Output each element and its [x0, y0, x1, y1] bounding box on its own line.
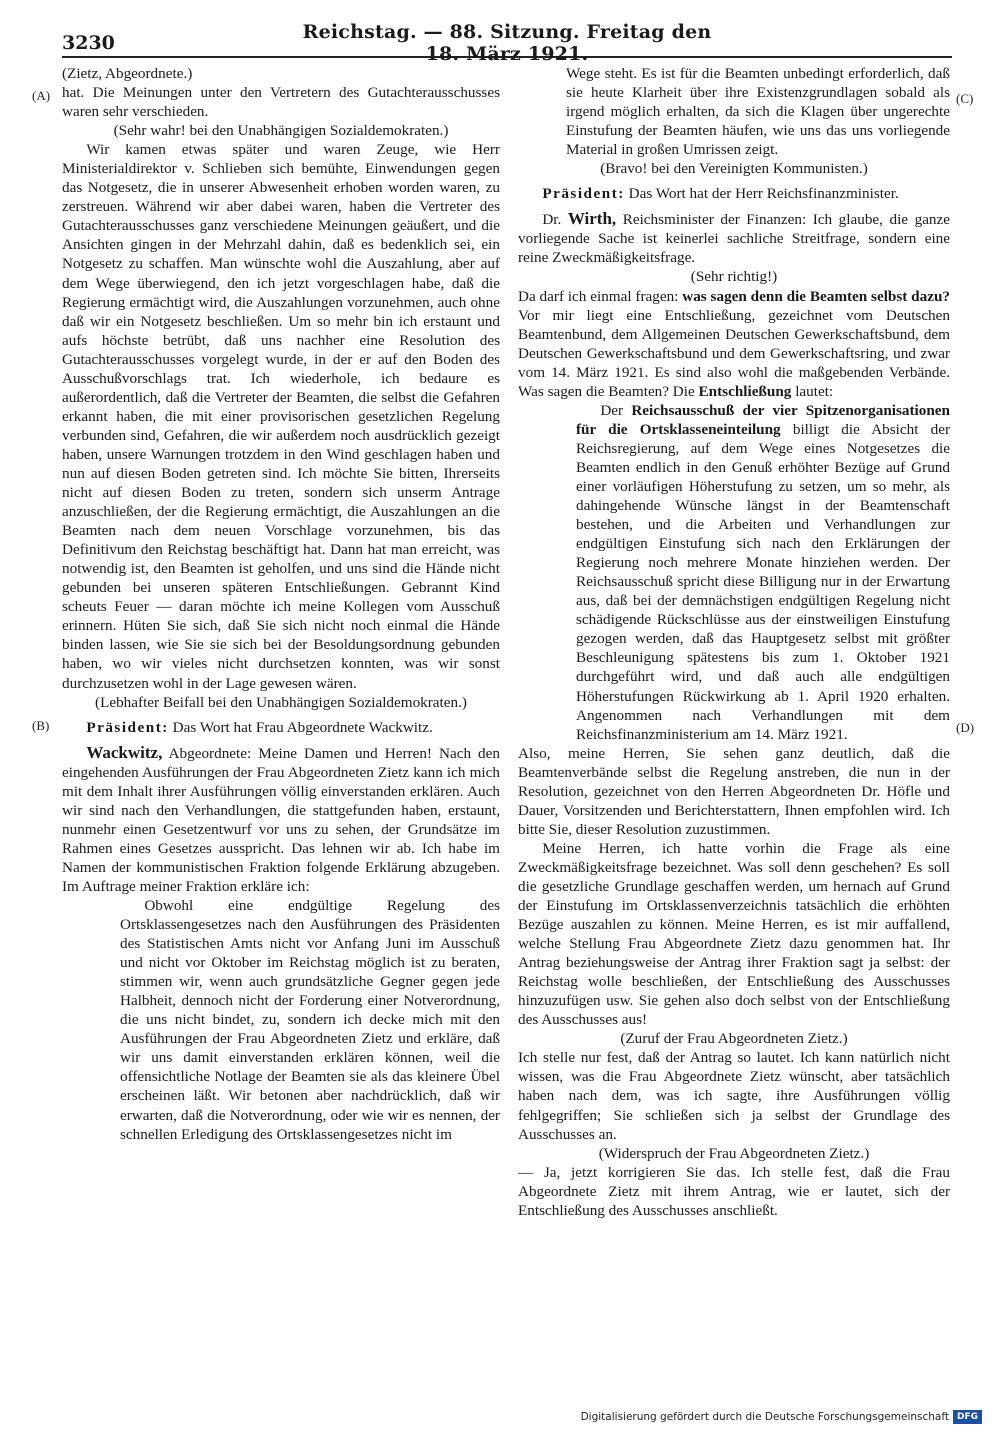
- speaker-paragraph: Präsident: Das Wort hat Frau Abgeordnete Wackwitz.: [86, 718, 433, 736]
- paragraph: hat. Die Meinungen unter den Vertretern des Gutachterausschusses waren sehr verschieden.: [62, 84, 500, 121]
- paragraph: Also, meine Herren, Sie sehen ganz deutlich, daß die Beamtenverbände selbst die Regelung anstreben, die nun in der Resolution, gezeichnet von den Herren Abgeordneten Dr. Höfle und Dauer, Vorsitzenden und Berichterstattern, Ihnen empfohlen wird. Ich bitte Sie, dieser Resolution zuzustimmen.: [518, 744, 950, 838]
- page-header: [62, 21, 952, 65]
- quoted-declaration: Obwohl eine endgültige Regelung des Ortsklassengesetzes nach den Ausführungen des Präsidenten des Statistischen Amts nicht vor Anfang Juni im Ausschuß und nicht vor Oktober im Reichstag möglich ist zu beraten, stimmen wir, wenn auch grundsätzliche Gegner gegen jede Halbheit, dennoch nicht der Forderung einer Notverordnung, die uns nicht bindet, zu, sondern ich decke mich mit den Ausführungen der Frau Abgeordneten Zietz und erkläre, daß wir uns damit einverstanden erklären können, weil die offensichtliche Notlage der Beamten sie als das kleinere Übel erscheinen läßt. Wir betonen aber nachdrücklich, daß wir erwarten, daß die Notverordnung, oder wie wir es nennen, der schnellen Erledigung des Ortsklassengesetzes nicht im: [120, 897, 500, 1143]
- interjection: (Sehr wahr! bei den Unabhängigen Sozialdemokraten.): [113, 122, 449, 140]
- speaker-name: Präsident:: [542, 185, 625, 203]
- speaker-name: Wirth,: [567, 209, 617, 229]
- footer-text: Digitalisierung gefördert durch die Deutsche Forschungsgemeinschaft: [580, 1411, 949, 1423]
- interjection: (Bravo! bei den Vereinigten Kommunisten.): [600, 160, 868, 178]
- margin-mark-a: (A): [32, 88, 51, 103]
- margin-mark-d: (D): [956, 720, 975, 735]
- interjection: (Zuruf der Frau Abgeordneten Zietz.): [620, 1030, 848, 1048]
- footer: [581, 1407, 982, 1427]
- paragraph: Meine Herren, ich hatte vorhin die Frage als eine Zweckmäßigkeitsfrage bezeichnet. Was soll denn geschehen? Es soll die gesetzliche Grundlage geschaffen werden, um hernach auf Grund der Einstufung im Ortsklassenverzeichnis tatsächlich die erhöhten Bezüge auszahlen zu können. Meine Herren, es ist mir auffallend, welche Stellung Frau Abgeordnete Zietz dazu genommen hat. Ihr Antrag beziehungsweise der Antrag ihrer Fraktion sagt ja selbst: der Reichstag wolle beschließen, der Entschließung des Ausschusses hinzuzufügen usw. Sie gehen also doch selbst von der Entschließung des Ausschusses aus!: [518, 839, 950, 1029]
- paragraph: — Ja, jetzt korrigieren Sie das. Ich stelle fest, daß die Frau Abgeordnete Zietz mit ihrem Antrag, wie er lautet, sich der Entschließung des Ausschusses anschließt.: [518, 1163, 950, 1219]
- speaker-paragraph: Wackwitz, Abgeordnete: Meine Damen und Herren! Nach den eingehenden Ausführungen der Frau Abgeordneten Zietz kann ich mich mit dem Inhalt ihrer Ausführungen völlig einverstanden erklären. Auch wir sind nach den Verhandlungen, die stattgefunden haben, erstaunt, nunmehr einen Gesetzentwurf vor uns zu sehen, der Grundsätze im Rahmen eines Gesetzes ausspricht. Das lehnen wir ab. Ich habe im Namen der kommunistischen Fraktion folgende Erklärung abzugeben. Im Auftrage meiner Fraktion erkläre ich:: [62, 742, 500, 895]
- interjection: (Lebhafter Beifall bei den Unabhängigen Sozialdemokraten.): [95, 693, 467, 711]
- speaker-name: Präsident:: [86, 718, 169, 736]
- speaker-name: Wackwitz,: [86, 742, 163, 762]
- margin-mark-b: (B): [32, 718, 50, 733]
- paragraph: Wir kamen etwas später und waren Zeuge, wie Herr Ministerialdirektor v. Schlieben sich bemühte, Einwendungen gegen das Notgesetz, die in unserer Abwesenheit erhoben worden waren, zu zerstreuen. Während wir aber dabei waren, haben die Vertreter des Gutachterausschusses ganz verschiedene Meinungen geäußert, und die Ansichten gingen in der Mehrzahl dahin, daß es bedenklich sei, ein Notgesetz zu schaffen. Man wünschte wohl die Auszahlung, aber auf dem Wege überwiegend, den ich jetzt vorgeschlagen habe, daß die Regierung ermächtigt wird, die Auszahlungen vorzunehmen, auch ohne daß wir ein Notgesetz beschließen. Um so mehr bin ich erstaunt und aufs höchste betrübt, daß uns nachher eine Resolution des Gutachterausschusses vorgelegt wurde, in der er auf den Boden des Ausschußvorschlags trat. Ich wiederhole, ich bedaure es außerordentlich, daß die Vertreter der Beamten, die selbst die Gefahren erkannt haben, die mit einer provisorischen gesetzlichen Regelung verbunden sind, Gefahren, die wir außerdem noch ausdrücklich gezeigt haben, unsere Warnungen trotzdem in den Wind geschlagen haben und nun auf diesen Boden getreten sind. Ich möchte Sie bitten, Ihrerseits nicht auf diesen Boden zu treten, sondern sich unserm Antrage anzuschließen, der die Regierung ermächtigt, die Auszahlungen an die Beamten nach dem neuen Vorschlage vorzunehmen, bis das Definitivum den Reichstag beschäftigt hat. Dann hat man erreicht, was notwendig ist, den Beamten ist geholfen, und uns sind die Hände nicht gebunden bei unseren späteren Entschließungen. Gebrannt Kind scheuts Feuer — daran möchte ich meine Kollegen vom Ausschuß erinnern. Hüten Sie sich, daß Sie sich nicht noch einmal die Hände binden lassen, wie Sie sie sich bei der Besoldungsordnung gebunden haben, wo wir vieles nicht durchsetzen konnten, was wir sonst durchzusetzen wohl in der Lage gewesen wären.: [62, 141, 500, 692]
- speaker-paragraph: Dr. Wirth, Reichsminister der Finanzen: Ich glaube, die ganze vorliegende Sache ist keinerlei sachliche Streitfrage, sondern eine reine Zweckmäßigkeitsfrage.: [518, 209, 951, 267]
- speaker-tag: (Zietz, Abgeordnete.): [62, 65, 193, 82]
- paragraph: Ich stelle nur fest, daß der Antrag so lautet. Ich kann natürlich nicht wissen, was die Frau Abgeordnete Zietz wünscht, aber tatsächlich haben nach dem, was ich sagte, ihre Ausführungen völlig fehlgegriffen; Sie schließen sich ja selbst der Grundlage des Ausschusses an.: [518, 1049, 950, 1143]
- quoted-declaration-continued: Wege steht. Es ist für die Beamten unbedingt erforderlich, daß sie heute Klarheit über ihre Existenzgrundlagen sobald als irgend möglich erhalten, da sich die Klagen über ungerechte Einstufung der Beamten häufen, wie uns das uns vorliegende Material in großen Umrissen zeigt.: [566, 65, 950, 159]
- left-column: [62, 64, 500, 1144]
- dfg-logo: DFG: [953, 1410, 982, 1424]
- page-number: 3230: [62, 32, 115, 54]
- interjection: (Widerspruch der Frau Abgeordneten Zietz.): [598, 1144, 870, 1162]
- margin-mark-c: (C): [956, 91, 974, 106]
- header-title: Reichstag. — 88. Sitzung. Freitag den 18. März 1921.: [302, 21, 712, 65]
- right-column: [518, 64, 950, 1220]
- paragraph: Da darf ich einmal fragen: was sagen denn die Beamten selbst dazu? Vor mir liegt eine Entschließung, gezeichnet vom Deutschen Beamtenbund, dem Allgemeinen Deutschen Gewerkschaftsbund, dem Deutschen Gewerkschaftsbund und dem Gewerkschaftsring, und zwar vom 14. März 1921. Es sind also wohl die maßgebenden Verbände. Was sagen die Beamten? Die Entschließung lautet:: [518, 287, 951, 400]
- speaker-paragraph: Präsident: Das Wort hat der Herr Reichsfinanzminister.: [542, 185, 899, 203]
- interjection: (Sehr richtig!): [690, 268, 778, 286]
- quoted-resolution: Der Reichsausschuß der vier Spitzenorganisationen für die Ortsklasseneinteilung billigt die Absicht der Reichsregierung, auf dem Wege eines Notgesetzes die Beamten endlich in den Genuß erhöhter Bezüge auf Grund einer vorläufigen Höherstufung zu setzen, um so mehr, als dahingehende Wünsche längst in der Beamtenschaft bestehen, und die Arbeiten und Verhandlungen zur endgültigen Einstufung sich nach den Erklärungen der Regierung noch mehrere Monate hinziehen werden. Der Reichsausschuß spricht diese Billigung nur in der Erwartung aus, daß bei der demnächstigen endgültigen Regelung nicht schädigende Rückschlüsse aus der einstweiligen Einstufung gezogen werden, daß das Hauptgesetz selbst mit größter Beschleunigung spätestens bis zum 1. Oktober 1921 durchgeführt wird, und daß auch alle endgültigen Höherstufungen Rückwirkung ab 1. April 1920 erhalten. Angenommen nach Verhandlungen mit dem Reichsfinanzministerium am 14. März 1921.: [576, 401, 951, 743]
